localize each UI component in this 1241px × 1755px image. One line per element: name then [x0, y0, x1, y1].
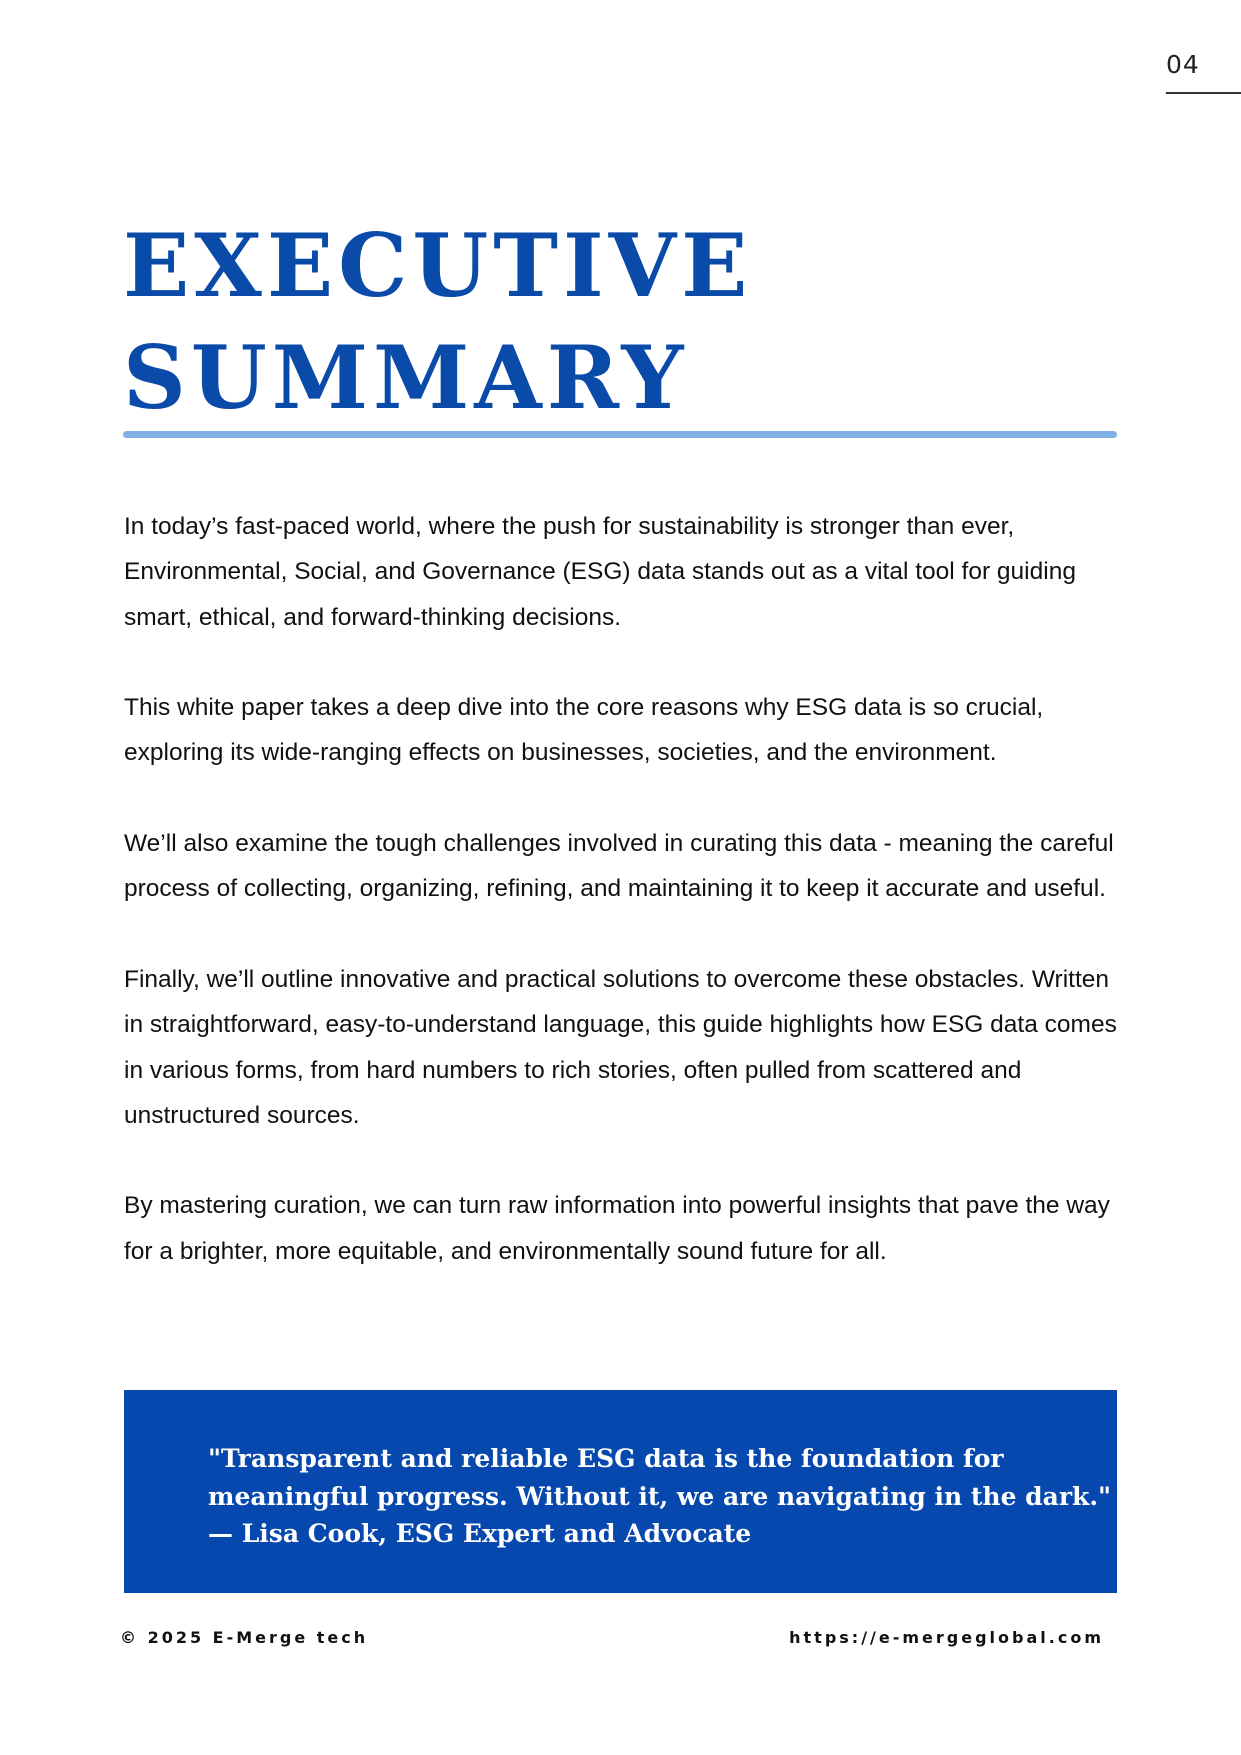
- body-text: [124, 504, 1119, 1319]
- quote-line-2: meaningful progress. Without it, we are navigating in the dark.": [208, 1481, 1112, 1511]
- paragraph-4: Finally, we’ll outline innovative and practical solutions to overcome these obstacles. Written in straightforward, easy-to-understand language, this guide highlights how ESG data comes in various forms, from hard numbers to rich stories, often pulled from scattered and unstructured sources.: [124, 965, 1117, 1129]
- quote-line-1: "Transparent and reliable ESG data is the foundation for: [208, 1444, 1004, 1473]
- footer-copyright: © 2025 E-Merge tech: [120, 1628, 369, 1647]
- footer-url[interactable]: https://e-mergeglobal.com: [789, 1628, 1104, 1647]
- page-title-line-1: EXECUTIVE: [123, 214, 753, 317]
- paragraph-3: We’ll also examine the tough challenges involved in curating this data - meaning the careful process of collecting, organizing, refining, and maintaining it to keep it accurate and useful.: [124, 830, 1114, 903]
- paragraph-1: In today’s fast-paced world, where the push for sustainability is stronger than ever, Environmental, Social, and Governance (ESG) data stands out as a vital tool for guiding smart, ethical, and forward-thinking decisions.: [124, 513, 1076, 631]
- page-title: [123, 210, 753, 434]
- page-number: 04: [1166, 50, 1200, 79]
- quote-callout: [124, 1390, 1117, 1593]
- paragraph-5: By mastering curation, we can turn raw information into powerful insights that pave the way for a brighter, more equitable, and environmentally sound future for all.: [124, 1192, 1110, 1265]
- page-title-line-2: SUMMARY: [123, 326, 689, 429]
- quote-attribution: — Lisa Cook, ESG Expert and Advocate: [208, 1519, 752, 1548]
- paragraph-2: This white paper takes a deep dive into the core reasons why ESG data is so crucial, exploring its wide-ranging effects on businesses, societies, and the environment.: [124, 694, 1044, 767]
- title-divider: [123, 431, 1117, 438]
- page-number-underline: [1166, 92, 1241, 94]
- quote-text: [208, 1440, 1112, 1553]
